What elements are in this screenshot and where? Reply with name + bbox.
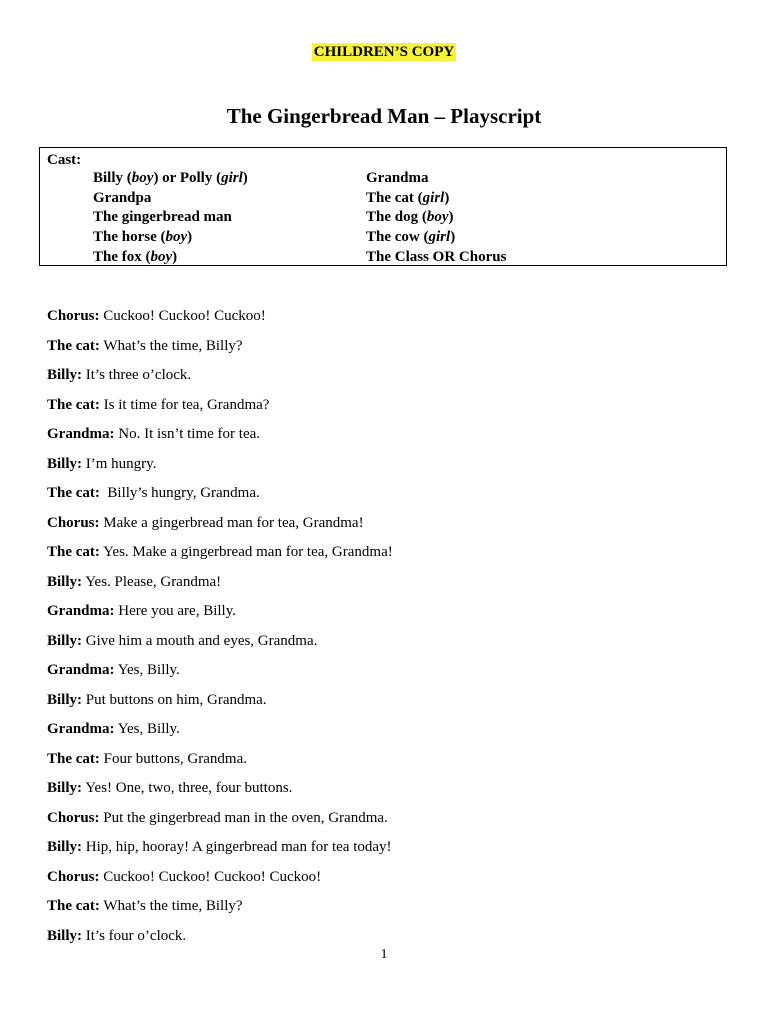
speaker-name: Billy: xyxy=(47,573,83,590)
cast-text: The Class OR Chorus xyxy=(366,248,507,265)
dialogue-line xyxy=(47,483,737,513)
dialogue-line xyxy=(47,336,737,366)
dialogue-line xyxy=(47,631,737,661)
dialogue-line xyxy=(47,513,737,543)
dialogue-text: No. It isn’t time for tea. xyxy=(114,426,261,442)
speaker-name: Chorus: xyxy=(47,868,100,885)
cast-text: ) or Polly ( xyxy=(153,170,222,186)
speaker-name: Billy: xyxy=(47,632,83,649)
dialogue-text: What’s the time, Billy? xyxy=(99,337,243,354)
cast-box xyxy=(39,147,727,266)
cast-text: Billy ( xyxy=(93,170,132,186)
dialogue-text: Give him a mouth and eyes, Grandma. xyxy=(82,632,318,649)
cast-text: ) xyxy=(242,170,248,186)
cast-member xyxy=(366,189,506,209)
speaker-name: Grandma: xyxy=(47,721,115,737)
cast-text: The dog ( xyxy=(366,209,427,226)
dialogue-text: I’m hungry. xyxy=(82,455,157,472)
cast-text: ) xyxy=(172,248,178,265)
cast-gender-note: boy xyxy=(131,170,154,186)
dialogue-text: What’s the time, Billy? xyxy=(99,898,243,914)
cast-member xyxy=(366,208,506,228)
dialogue-text: Is it time for tea, Grandma? xyxy=(99,396,270,413)
dialogue-line xyxy=(47,306,737,336)
cast-text: The gingerbread man xyxy=(93,209,232,226)
dialogue-text: Put the gingerbread man in the oven, Grandma. xyxy=(99,809,388,826)
cast-member xyxy=(93,228,248,248)
dialogue-text: Billy’s hungry, Grandma. xyxy=(99,485,260,501)
speaker-name: Billy: xyxy=(47,780,83,796)
cast-text: Grandma xyxy=(366,170,429,186)
speaker-name: The cat: xyxy=(47,396,100,413)
speaker-name: Billy: xyxy=(47,455,83,472)
speaker-name: The cat: xyxy=(47,750,100,767)
dialogue-line xyxy=(47,424,737,454)
dialogue-text: Here you are, Billy. xyxy=(114,603,236,619)
dialogue-text: Cuckoo! Cuckoo! Cuckoo! Cuckoo! xyxy=(99,868,322,885)
cast-column-left xyxy=(93,169,248,267)
speaker-name: Grandma: xyxy=(47,662,115,678)
cast-column-right xyxy=(366,169,506,267)
speaker-name: Chorus: xyxy=(47,809,100,826)
dialogue-line xyxy=(47,660,737,690)
dialogue-line xyxy=(47,778,737,808)
dialogue-text: Yes. Make a gingerbread man for tea, Grandma! xyxy=(99,544,393,560)
cast-text: The horse ( xyxy=(93,229,166,246)
cast-member xyxy=(366,248,506,268)
cast-member xyxy=(366,169,506,189)
dialogue-line xyxy=(47,749,737,779)
dialogue xyxy=(47,306,737,955)
speaker-name: The cat: xyxy=(47,898,100,914)
dialogue-line xyxy=(47,454,737,484)
dialogue-line xyxy=(47,601,737,631)
dialogue-text: Hip, hip, hooray! A gingerbread man for tea today! xyxy=(82,839,392,855)
dialogue-line xyxy=(47,542,737,572)
dialogue-line xyxy=(47,395,737,425)
speaker-name: Grandma: xyxy=(47,603,115,619)
dialogue-line xyxy=(47,572,737,602)
speaker-name: The cat: xyxy=(47,337,100,354)
dialogue-line xyxy=(47,690,737,720)
dialogue-line xyxy=(47,837,737,867)
dialogue-line xyxy=(47,896,737,926)
dialogue-text: Yes. Please, Grandma! xyxy=(82,573,222,590)
cast-member xyxy=(93,208,248,228)
speaker-name: Billy: xyxy=(47,691,83,708)
cast-member xyxy=(93,248,248,268)
speaker-name: Billy: xyxy=(47,927,83,944)
cast-text: ) xyxy=(444,189,450,206)
speaker-name: Chorus: xyxy=(47,308,100,324)
speaker-name: Billy: xyxy=(47,839,83,855)
speaker-name: The cat: xyxy=(47,485,100,501)
cast-text: The fox ( xyxy=(93,248,151,265)
cast-gender-note: boy xyxy=(150,248,173,265)
cast-gender-note: boy xyxy=(165,229,188,246)
speaker-name: Grandma: xyxy=(47,426,115,442)
dialogue-text: It’s three o’clock. xyxy=(82,367,192,383)
cast-text: The cat ( xyxy=(366,189,423,206)
dialogue-text: Make a gingerbread man for tea, Grandma! xyxy=(99,514,364,531)
speaker-name: Chorus: xyxy=(47,514,100,531)
cast-gender-note: boy xyxy=(426,209,449,226)
cast-member xyxy=(366,228,506,248)
cast-text: ) xyxy=(448,209,454,226)
page-title: The Gingerbread Man – Playscript xyxy=(226,104,542,128)
dialogue-text: Cuckoo! Cuckoo! Cuckoo! xyxy=(99,308,266,324)
cast-text: Grandpa xyxy=(93,189,152,206)
dialogue-text: Yes, Billy. xyxy=(114,721,180,737)
cast-member xyxy=(93,169,248,189)
dialogue-text: Yes, Billy. xyxy=(114,662,180,678)
speaker-name: Billy: xyxy=(47,367,83,383)
cast-text: ) xyxy=(450,229,456,246)
cast-gender-note: girl xyxy=(221,170,243,186)
dialogue-line xyxy=(47,719,737,749)
cast-member xyxy=(93,189,248,209)
dialogue-text: It’s four o’clock. xyxy=(82,927,187,944)
cast-text: The cow ( xyxy=(366,229,429,246)
cast-gender-note: girl xyxy=(422,189,445,206)
cast-heading: Cast: xyxy=(47,152,82,168)
dialogue-text: Four buttons, Grandma. xyxy=(99,750,247,767)
childrens-copy-label: CHILDREN’S COPY xyxy=(313,44,455,60)
speaker-name: The cat: xyxy=(47,544,100,560)
dialogue-line xyxy=(47,365,737,395)
dialogue-line xyxy=(47,808,737,838)
dialogue-line xyxy=(47,867,737,897)
cast-text: ) xyxy=(187,229,193,246)
cast-gender-note: girl xyxy=(428,229,451,246)
dialogue-text: Put buttons on him, Grandma. xyxy=(82,691,267,708)
childrens-copy-badge xyxy=(0,42,768,62)
dialogue-text: Yes! One, two, three, four buttons. xyxy=(82,780,293,796)
page-number: 1 xyxy=(380,947,388,962)
